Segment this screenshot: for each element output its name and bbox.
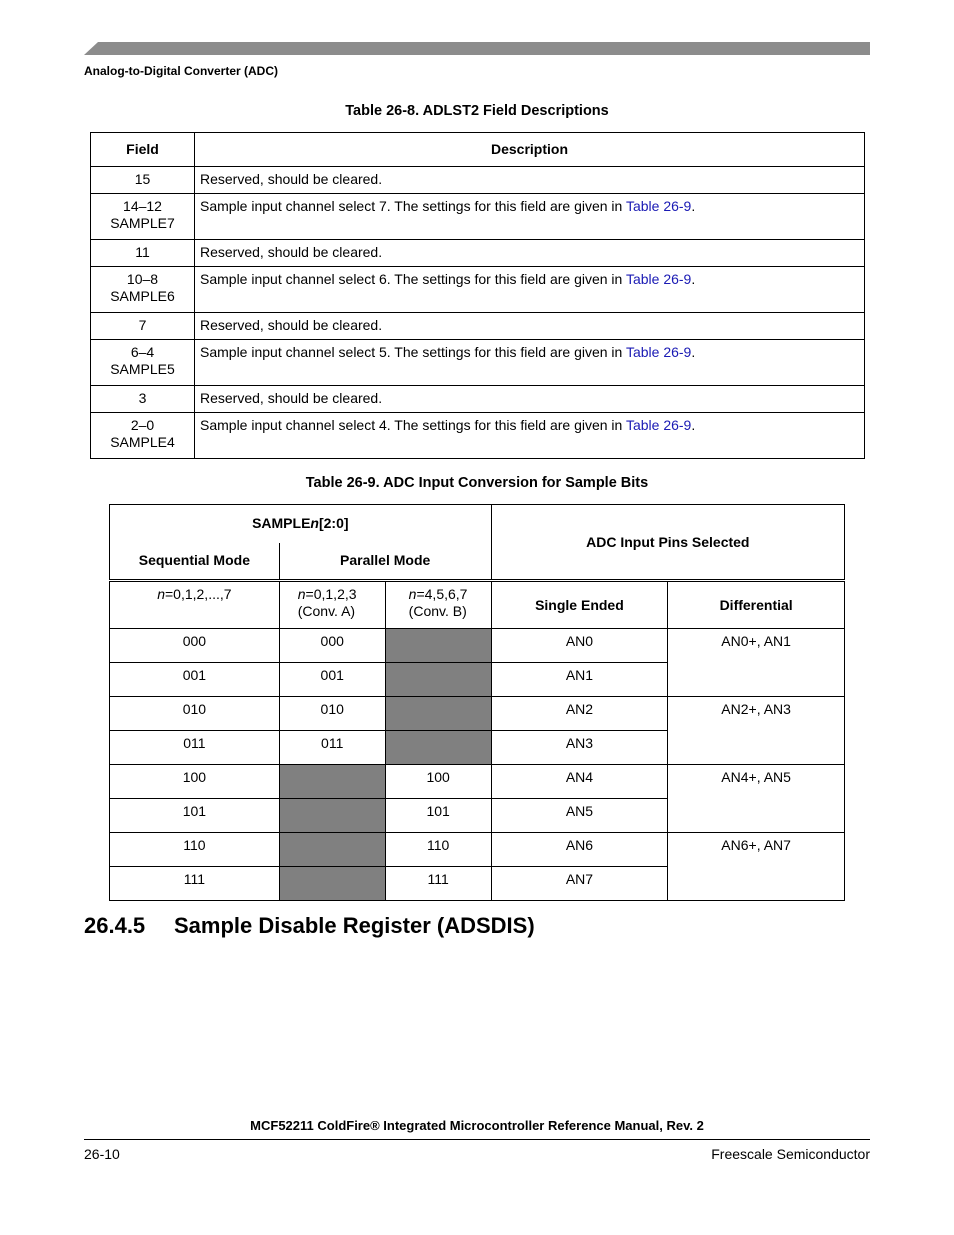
description-cell: Reserved, should be cleared. [195,386,865,413]
footer-title: MCF52211 ColdFire® Integrated Microcontroller Reference Manual, Rev. 2 [250,1118,704,1133]
shaded-cell [385,697,491,731]
page-number: 26-10 [84,1146,120,1162]
adc-input-conversion-table [109,504,845,901]
conv-b-cell: n=4,5,6,7 (Conv. B) [385,581,491,629]
description-cell: Reserved, should be cleared. [195,240,865,267]
table-26-9-link[interactable]: Table 26-9 [625,271,692,287]
description-cell: Sample input channel select 6. The settings for this field are given in Table 26-9. [195,267,865,313]
shaded-cell [385,629,491,663]
table-row: 001 001 AN1 [110,663,845,697]
table-row: 010 010 AN2 AN2+, AN3 [110,697,845,731]
shaded-cell [279,833,385,867]
table-row [91,313,865,340]
field-cell: 14–12 SAMPLE7 [91,194,195,240]
conv-a-cell: n=0,1,2,3 (Conv. A) [279,581,385,629]
field-cell: 2–0 SAMPLE4 [91,413,195,459]
field-cell: 10–8 SAMPLE6 [91,267,195,313]
shaded-cell [279,799,385,833]
section-title: Sample Disable Register (ADSDIS) [174,913,535,938]
description-cell: Sample input channel select 4. The settings for this field are given in Table 26-9. [195,413,865,459]
parallel-mode-header: Parallel Mode [279,543,491,581]
adlst2-field-table [90,132,865,459]
samplen-header: SAMPLEn[2:0] [110,505,492,543]
description-cell: Reserved, should be cleared. [195,167,865,194]
table-row [91,413,865,459]
table-row: 101 101 AN5 [110,799,845,833]
single-ended-header: Single Ended [491,581,668,629]
shaded-cell [279,867,385,901]
sequential-mode-header: Sequential Mode [110,543,280,581]
description-cell: Sample input channel select 5. The settings for this field are given in Table 26-9. [195,340,865,386]
table-row [91,267,865,313]
table-row: 000 000 AN0 AN0+, AN1 [110,629,845,663]
description-cell: Sample input channel select 7. The settings for this field are given in Table 26-9. [195,194,865,240]
differential-header: Differential [668,581,845,629]
table-row [91,240,865,267]
field-cell: 6–4 SAMPLE5 [91,340,195,386]
table-row: 111 111 AN7 [110,867,845,901]
field-cell: 15 [91,167,195,194]
section-number: 26.4.5 [84,913,146,938]
table-row [91,386,865,413]
sequential-range-cell: n=0,1,2,...,7 [110,581,280,629]
table-row [91,340,865,386]
description-cell: Reserved, should be cleared. [195,313,865,340]
col-description-header: Description [195,133,865,167]
shaded-cell [385,731,491,765]
table-row: 110 110 AN6 AN6+, AN7 [110,833,845,867]
header-bar [84,42,870,55]
company-name: Freescale Semiconductor [711,1146,870,1162]
section-heading [84,913,535,939]
table2-caption: Table 26-9. ADC Input Conversion for Sample Bits [305,475,649,491]
field-cell: 11 [91,240,195,267]
table-row: 011 011 AN3 [110,731,845,765]
shaded-cell [279,765,385,799]
table1-caption: Table 26-8. ADLST2 Field Descriptions [345,103,609,119]
col-field-header: Field [91,133,195,167]
field-cell: 3 [91,386,195,413]
field-cell: 7 [91,313,195,340]
table-row: 100 100 AN4 AN4+, AN5 [110,765,845,799]
shaded-cell [385,663,491,697]
running-header: Analog-to-Digital Converter (ADC) [84,64,278,78]
table-26-9-link[interactable]: Table 26-9 [625,198,692,214]
table-26-9-link[interactable]: Table 26-9 [625,417,692,433]
adc-pins-header: ADC Input Pins Selected [491,505,844,581]
table-26-9-link[interactable]: Table 26-9 [625,344,692,360]
table-row [91,194,865,240]
table-row [91,167,865,194]
footer-divider [84,1139,870,1140]
